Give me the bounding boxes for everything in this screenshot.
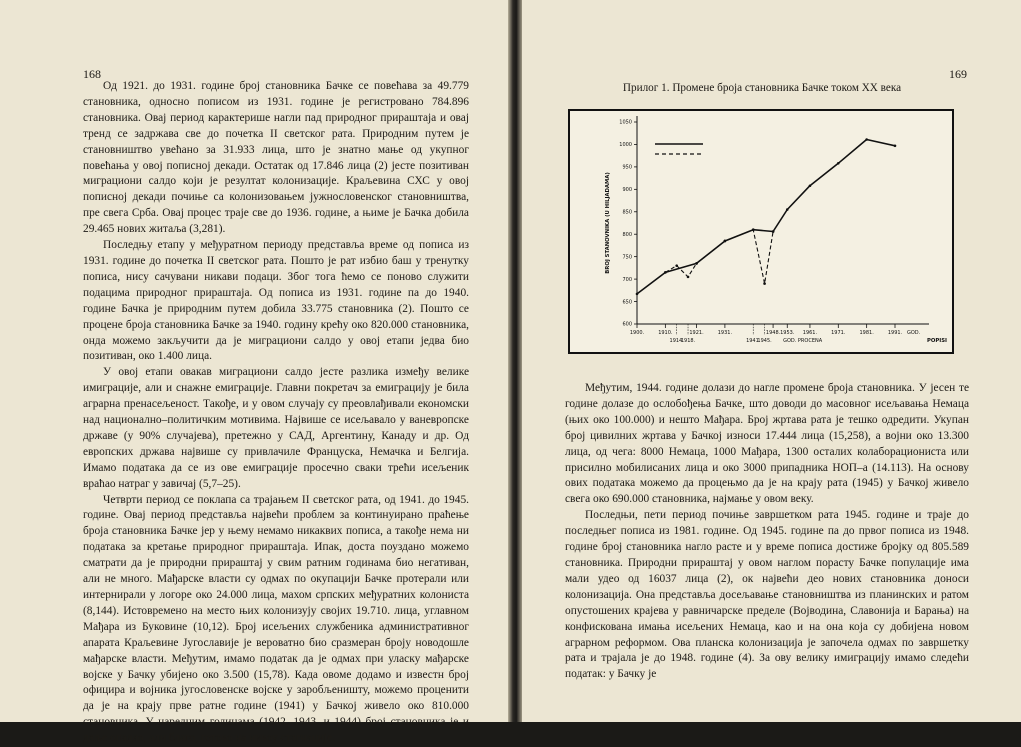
data-point xyxy=(786,208,789,211)
data-point xyxy=(865,138,868,141)
page-number-left: 168 xyxy=(83,67,101,81)
y-tick-label: 600 xyxy=(622,321,632,328)
paragraph: Четврти период се поклапа са трајањем II светског рата, од 1941. до 1945. године. Овај период представља највећи проблем за континуирано праћење броја становника Бачке јер у њему немамо никаквих пописа, а такође нема ни података за кретање природног прираштаја. Ипак, доста поуздано можемо сматрати да је природни прираштај у свим ратним годинама био негативан, али не много. Мађарске власти су одмах по окупацији Бачке протерали или интернирали у логоре око 24.000 лица, махом српских међуратних колониста (8,144). Истовремено на место њих колонизују својих 19.710. лица, углавном Мађара из Буковине (10,12). Број исељених службеника административног апарата Краљевине Југославије је вероватно био сразмеран броју новодошле мађарске власти. Међутим, имамо податак да је одмах при уласку мађарске војске у Бачку убијено око 3.500 (15,78). Када овоме додамо и известн број официра и војника југословенске војске у заробљеништу, можемо проценити да је на крају прве ратне године (1941) у Бачкој живело око 810.000 становника. У наредним годинама (1942, 1943. и 1944) број становника је и даље опадао, али благо, готово на нивоу стагнације. xyxy=(83,493,469,745)
y-tick-label: 1000 xyxy=(619,142,632,149)
population-chart xyxy=(563,104,957,356)
data-point xyxy=(724,240,727,243)
data-point xyxy=(636,293,639,296)
x-tick-label: 1914. xyxy=(669,338,684,344)
y-tick-label: 950 xyxy=(622,164,632,171)
data-point xyxy=(752,228,755,231)
x-tick-label: 1945. xyxy=(757,338,772,344)
x-tick-label: 1921. xyxy=(689,330,704,336)
x-axis-suffix: GOD. xyxy=(907,330,921,336)
data-point xyxy=(772,230,775,233)
paragraph: Последњу етапу у међуратном периоду представља време од пописа из 1931. године до почетка II светског рата. Пошто је рат избио баш у тренутку пописа, нису сачувани никави подаци. Због тога ћемо се поново служити подацима природног прираштаја. Од пописа из 1931. године па до 1940. године Бачка је природним путем добила 33.775 становника (2). Пошто се процене броја становника Бачке за 1940. годину крећу око 820.000 становника, онда можемо закључити да је миграциони салдо у овој етапи једва био позитиван, око 1.400 лица. xyxy=(83,239,469,363)
y-tick-label: 850 xyxy=(622,209,632,216)
paragraph: Међутим, 1944. године долази до нагле промене броја становника. У јесен те године долазе до ослобођења Бачке, што доводи до масовног исељавања Немаца (њих око 100.000) и нешто Мађара. Број жртава рата је тешко одредити. Укупан број цивилних жртава у Бачкој износи 17.444 лица (15,258), а војни око 13.300 лица, од чега: 8000 Немаца, 1000 Мађара, 1300 осталих колаборациониста или присилно мобилисаних лица и око 3000 припадника НОП–а (14.113). На основу ових података можемо да процењмо да је на крају рата (1945) у Бачкој живело свега око 690.000 становника, најмање у овом веку. xyxy=(565,382,969,506)
figure-caption: Прилог 1. Промене броја становника Бачке током XX века xyxy=(622,82,902,94)
paragraph: Последњи, пети период почиње завршетком рата 1945. године и траје до последњег пописа из 1981. године. Од 1945. године па до првог пописа из 1948. године број становника нагло расте и у време пописа достиже бројку од 805.589 становника. Природни прираштај у овом наглом порасту Бачке популације има мали удео од 16037 лица (2), ок највећи део нових становника доноси колонизација. Она представља досељавање становништва из планинских и ратом опустошених крајева у равничарске пределе (Војводина, Славонија и Барања) на конфискована имања исељених Немаца, као и на она која су добијена новом аграрном реформом. Ова планска колонизација је започела одмах по завршетку рата и трајала је до 1948. године (4). За ову велику имиграцију имамо следећи податак: у Бачку је xyxy=(565,509,969,681)
page-number-right: 169 xyxy=(949,67,967,81)
x-axis-suffix: GOD. PROCENA xyxy=(783,338,823,344)
x-tick-label: 1953. xyxy=(780,330,795,336)
data-point xyxy=(809,184,812,187)
y-tick-label: 900 xyxy=(622,187,632,194)
x-tick-label: 1961. xyxy=(802,330,818,336)
left-page xyxy=(0,0,508,745)
y-axis-label: BROJ STANOVNIKA (U HILJADAMA) xyxy=(605,172,611,274)
x-tick-label: 1941. xyxy=(746,338,761,344)
y-tick-label: 700 xyxy=(622,276,632,283)
x-axis-label: POPISI xyxy=(926,338,947,344)
x-tick-label: 1918. xyxy=(680,338,696,344)
x-tick-label: 1900. xyxy=(629,330,645,336)
y-tick-label: 1050 xyxy=(619,119,632,126)
data-point xyxy=(687,276,690,279)
data-point xyxy=(837,162,840,165)
data-point xyxy=(894,144,897,147)
y-tick-label: 750 xyxy=(622,254,632,261)
right-page xyxy=(522,0,1021,722)
paragraph: Од 1921. до 1931. године број становника Бачке се повећава за 49.779 становника, односно пописом из 1931. године је регистровано 784.896 становника. Овај период карактерише нагли пад природног прираштаја и овај тренд се задржава све до почетка II светског рата. Природним путем је становништво увећано за 31.933 лица, што је знатно мање од укупног повећања у овој пописној декади. Остатак од 17.846 лица (2) јесте позитиван миграциони салдо који је резултат колонизације. Краљевина СХС у овој пописној декади почиње са колонизовањем јужнословенског становништва, пре свега Срба. Овај процес траје све до 1936. године, а њиме је Бачка добила 29.465 нових житаља (3,281). xyxy=(83,80,469,236)
book-gutter xyxy=(508,0,522,722)
y-tick-label: 650 xyxy=(622,299,632,306)
data-point xyxy=(695,262,698,265)
x-tick-label: 1948. xyxy=(765,330,781,336)
x-tick-label: 1971. xyxy=(831,330,846,336)
x-tick-label: 1981. xyxy=(859,330,874,336)
x-tick-label: 1991. xyxy=(887,330,903,336)
left-page-body xyxy=(83,79,469,747)
data-point xyxy=(763,282,766,285)
x-tick-label: 1931. xyxy=(717,330,733,336)
y-tick-label: 800 xyxy=(622,231,632,238)
right-page-body xyxy=(565,381,969,683)
data-point xyxy=(664,271,667,274)
paragraph: У овој етапи овакав миграциони салдо јесте разлика између велике имиграције, али и снажне емиграције. Главни покретач за емиграцију је била аграрна пренасељеност. Такође, и у овом случају су преовлађивали економски над национално–политичким мотивима. Највише се исељавало у ваневропске државе (у 90% случајева), претежно у САД, Аргентину, Канаду и др. Од европских држава највише су привлачиле Француска, Немачка и Белгија. Имамо података да се из ове емиграције просечно сваки трећи исељеник враћао натраг у завичај (5,7–25). xyxy=(83,366,469,490)
x-tick-label: 1910. xyxy=(658,330,673,336)
data-point xyxy=(675,264,678,267)
